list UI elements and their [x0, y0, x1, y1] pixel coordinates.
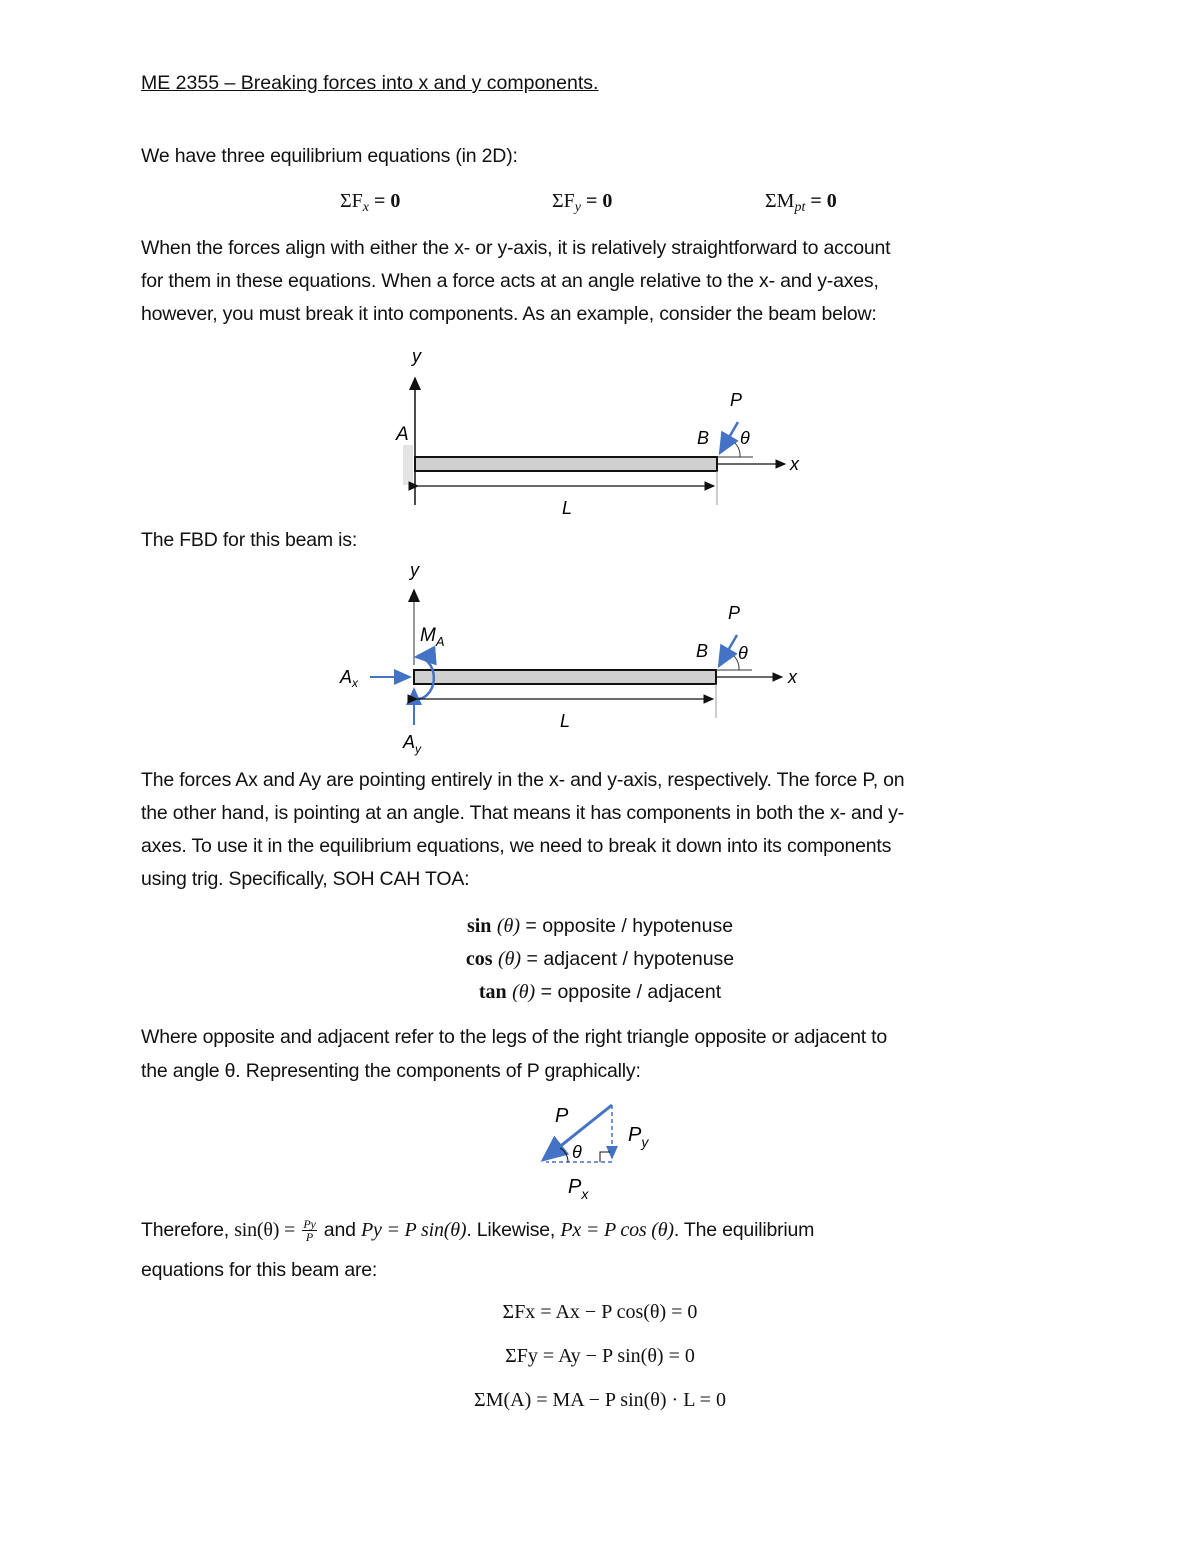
- therefore-line: Therefore, sin(θ) = $\frac{Py}{P}$ and Py = P sin(θ). Likewise, Px = P cos (θ). The equilibrium: [141, 1217, 815, 1245]
- reaction-ax-label: $A_x$: [340, 667, 359, 690]
- paragraph-1-line-3: however, you must break it into components. As an example, consider the beam below:: [141, 303, 877, 325]
- length-label: L: [560, 711, 571, 731]
- paragraph-3-line-2: the angle θ. Representing the components of P graphically:: [141, 1060, 641, 1082]
- final-equations: [300, 1290, 900, 1422]
- x-axis-label: x: [790, 454, 799, 474]
- paragraph-3-line-1: Where opposite and adjacent refer to the legs of the right triangle opposite or adjacent to: [141, 1026, 888, 1048]
- beam: [415, 457, 717, 471]
- angle-theta-label: θ: [572, 1142, 582, 1162]
- intro-text: We have three equilibrium equations (in 2D):: [141, 145, 518, 167]
- final-equation-ma: ΣM(A) = MA − P sin(θ) · L = 0: [474, 1389, 726, 1411]
- x-axis-label: x: [788, 667, 797, 687]
- paragraph-2-line-4: using trig. Specifically, SOH CAH TOA:: [141, 868, 470, 890]
- paragraph-2-line-1: The forces Ax and Ay are pointing entirely in the x- and y-axis, respectively. The force P, on: [141, 769, 905, 791]
- paragraph-2-line-3: axes. To use it in the equilibrium equations, we need to break it down into its components: [141, 835, 892, 857]
- beam: [414, 670, 716, 684]
- trig-tan: tan (θ) = opposite / adjacent: [478, 981, 722, 1003]
- trig-identities: [300, 910, 900, 1009]
- force-p-arrow: [720, 422, 738, 453]
- force-p-label: P: [730, 390, 743, 410]
- components-figure: [520, 1090, 680, 1205]
- reaction-ay-label: $A_y$: [403, 732, 422, 756]
- moment-label: $M_A$: [420, 625, 445, 649]
- equation-sum-fy: $\Sigma F_y = 0$: [552, 190, 613, 215]
- therefore-line-2: equations for this beam are:: [141, 1259, 378, 1281]
- fbd-intro-text: The FBD for this beam is:: [141, 529, 358, 551]
- angle-theta-label: θ: [740, 428, 750, 448]
- force-p-arrow: [719, 635, 737, 666]
- paragraph-1-line-2: for them in these equations. When a force acts at an angle relative to the x- and y-axes,: [141, 270, 879, 292]
- y-axis-label: y: [412, 346, 421, 366]
- force-p-label: P: [555, 1105, 569, 1127]
- angle-theta-label: θ: [738, 643, 748, 663]
- trig-sin: sin (θ) = opposite / hypotenuse: [466, 915, 734, 937]
- py-label: $P_y$: [628, 1124, 649, 1150]
- final-equation-fy: ΣFy = Ay − P sin(θ) = 0: [505, 1345, 695, 1367]
- length-label: L: [562, 498, 573, 518]
- paragraph-2-line-2: the other hand, is pointing at an angle. That means it has components in both the x- and y-: [141, 802, 905, 824]
- py-over-p-fraction: $\frac{Py}{P}$: [303, 1217, 316, 1245]
- equation-sum-m: $\Sigma M_{pt} = 0$: [765, 190, 837, 215]
- final-equation-fx: ΣFx = Ax − P cos(θ) = 0: [502, 1301, 698, 1323]
- beam-figure: [380, 340, 820, 530]
- force-p-label: P: [728, 603, 741, 623]
- equation-sum-fx: $\Sigma F_x = 0$: [340, 190, 401, 215]
- point-a-label: A: [396, 424, 409, 445]
- point-b-label: B: [696, 641, 709, 661]
- point-b-label: B: [697, 428, 710, 448]
- fbd-figure: [330, 555, 820, 765]
- paragraph-1-line-1: When the forces align with either the x- or y-axis, it is relatively straightforward to account: [141, 237, 891, 259]
- trig-cos: cos (θ) = adjacent / hypotenuse: [465, 948, 735, 970]
- right-angle-mark: [600, 1152, 610, 1162]
- wall-support: [403, 445, 413, 485]
- document-title: ME 2355 – Breaking forces into x and y components.: [141, 72, 599, 94]
- y-axis-label: y: [410, 560, 419, 580]
- px-label: $P_x$: [568, 1176, 589, 1202]
